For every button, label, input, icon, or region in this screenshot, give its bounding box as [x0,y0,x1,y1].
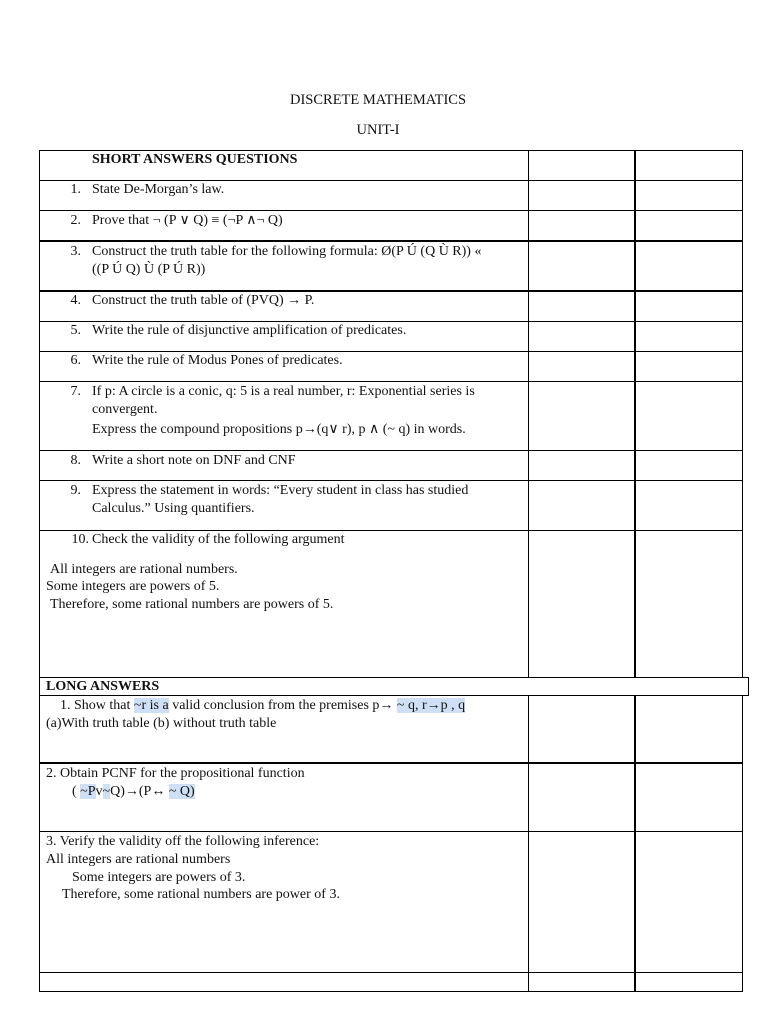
question-text: Write the rule of Modus Pones of predicates. [92,353,343,368]
question-text: Write a short note on DNF and CNF [92,453,296,468]
question-number: 4. [70,293,81,308]
question-number: 6. [70,353,81,368]
question-number: 2. [70,213,81,228]
question-text: Check the validity of the following argument [92,532,345,547]
question-text-line-1: If p: A circle is a conic, q: 5 is a real number, r: Exponential series is [92,384,475,399]
long-question-formula: ( ~Pv~Q)→(P↔ ~ Q) [72,784,195,799]
long-question-text-line-3: Some integers are powers of 3. [72,870,246,885]
argument-line-2: Some integers are powers of 5. [46,579,220,594]
question-text: Prove that ¬ (P ∨ Q) ≡ (¬P ∧¬ Q) [92,213,283,228]
question-text-line-2: convergent. [92,402,158,417]
question-number: 10. [71,532,89,547]
question-number: 5. [70,323,81,338]
question-text: State De-Morgan’s law. [92,182,225,197]
question-number: 3. [70,244,81,259]
long-question-text-line-2: (a)With truth table (b) without truth table [46,716,277,731]
question-text: Construct the truth table of (PVQ) → P. [92,293,315,308]
question-number: 1. [70,182,81,197]
long-question-text-line-4: Therefore, some rational numbers are power of 3. [62,887,340,902]
argument-line-3: Therefore, some rational numbers are powers of 5. [50,597,334,612]
long-question-text-line-1: 1. Show that ~r is a valid conclusion from the premises p→ ~ q, r→p , q [60,698,466,713]
question-text-line-3: Express the compound propositions p→(q∨ r), p ∧ (~ q) in words. [92,422,466,437]
question-number: 7. [70,384,81,399]
question-text-line-2: ((P Ú Q) Ù (P Ú R)) [92,262,206,277]
question-text-line-2: Calculus.” Using quantifiers. [92,501,255,516]
question-number: 9. [70,483,81,498]
long-answers-heading: LONG ANSWERS [46,679,160,694]
question-text-line-1: Express the statement in words: “Every student in class has studied [92,483,469,498]
long-question-text-line-2: All integers are rational numbers [46,852,231,867]
question-number: 8. [70,453,81,468]
argument-line-1: All integers are rational numbers. [50,562,238,577]
unit-title: UNIT-I [356,122,400,138]
long-question-text-line-1: 3. Verify the validity off the following inference: [46,834,320,849]
page-title: DISCRETE MATHEMATICS [289,92,467,108]
question-text-line-1: Construct the truth table for the following formula: Ø(P Ú (Q Ù R)) « [92,244,482,259]
long-question-text-line-1: 2. Obtain PCNF for the propositional function [46,766,305,781]
short-answers-heading: SHORT ANSWERS QUESTIONS [92,152,298,167]
question-text: Write the rule of disjunctive amplification of predicates. [92,323,407,338]
